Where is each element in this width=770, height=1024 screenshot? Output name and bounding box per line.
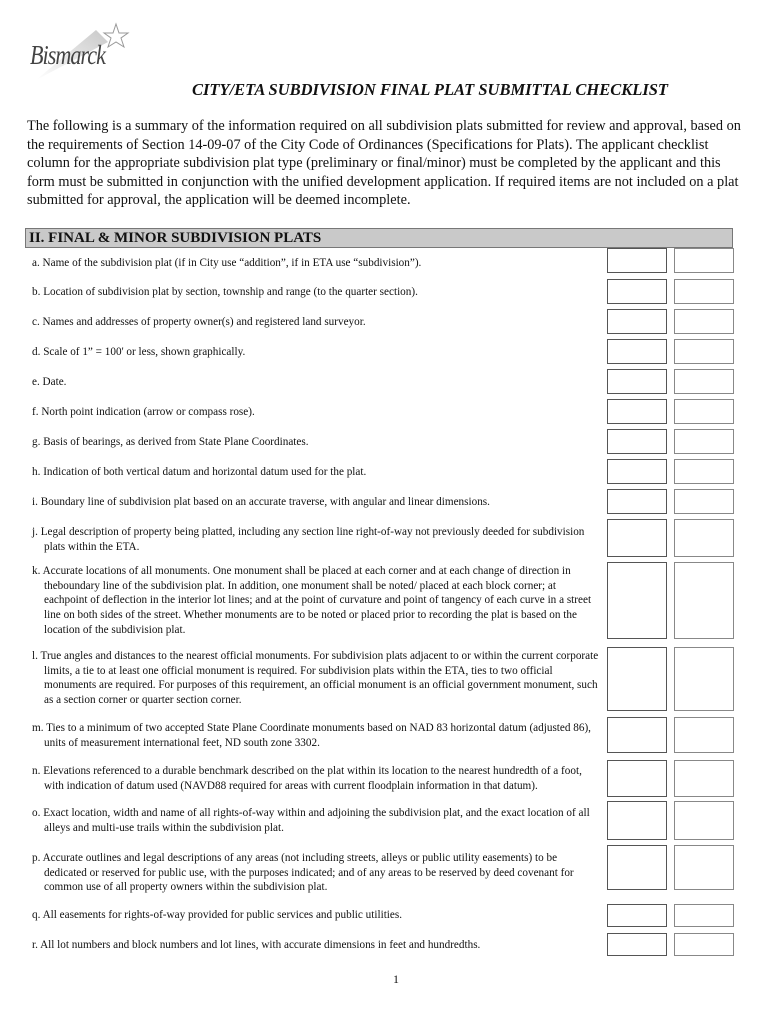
- checklist-item-text: k. Accurate locations of all monuments. One monument shall be placed at each corner and at each change of direction in theboundary line of the subdivision plat. In addition, one monument shall be noted/ placed at each block corner; at eachpoint of deflection in the interior lot lines; and at the point of curvature and point of tangency of each curve in a street line on both sides of the street. Whether monuments are to be noted or placed prior to recording the plat is based on the location of the subdivision plat.: [32, 565, 592, 636]
- checklist-item-text: o. Exact location, width and name of all rights-of-way within and adjoining the subdivision plat, and the exact location of all alleys and multi-use trails within the subdivision plat.: [32, 807, 590, 834]
- applicant-checkbox[interactable]: [607, 369, 667, 394]
- page-title: CITY/ETA SUBDIVISION FINAL PLAT SUBMITTAL CHECKLIST: [191, 80, 669, 99]
- applicant-checkbox[interactable]: [607, 647, 667, 711]
- checklist-item-text: l. True angles and distances to the nearest official monuments. For subdivision plats adjacent to or within the current corporate limits, a tie to at least one official monument is required. For subdivision plats within the ETA, ties to two official monuments are required. For purposes of this requirement, an official monument is an official government monument, such as a section corner or quarter section corner.: [32, 650, 599, 707]
- applicant-checkbox[interactable]: [607, 489, 667, 514]
- checklist-item-text: h. Indication of both vertical datum and horizontal datum used for the plat.: [32, 466, 367, 478]
- checklist-item: [32, 851, 602, 895]
- checklist-item-text: a. Name of the subdivision plat (if in City use “addition”, if in ETA use “subdivision”).: [32, 257, 422, 269]
- staff-checkbox[interactable]: [674, 279, 734, 304]
- checklist-item: [32, 564, 602, 638]
- staff-checkbox[interactable]: [674, 459, 734, 484]
- checklist-item-text: n. Elevations referenced to a durable benchmark described on the plat within its location to the nearest hundredth of a foot, with indication of datum used (NAVD88 required for areas with current floodplain information in that datum).: [32, 765, 582, 792]
- checklist-item: [32, 345, 602, 360]
- checklist-item: [32, 465, 602, 480]
- applicant-checkbox[interactable]: [607, 904, 667, 927]
- staff-checkbox[interactable]: [674, 647, 734, 711]
- checklist-item: [32, 375, 602, 390]
- staff-checkbox[interactable]: [674, 801, 734, 840]
- checklist-item-text: j. Legal description of property being platted, including any section line right-of-way not previously deeded for subdivision plats within the ETA.: [32, 526, 585, 553]
- applicant-checkbox[interactable]: [607, 248, 667, 273]
- staff-checkbox[interactable]: [674, 760, 734, 797]
- checklist-item: [32, 764, 602, 793]
- applicant-checkbox[interactable]: [607, 399, 667, 424]
- section-header: II. FINAL & MINOR SUBDIVISION PLATS: [25, 228, 733, 248]
- staff-checkbox[interactable]: [674, 519, 734, 557]
- staff-checkbox[interactable]: [674, 248, 734, 273]
- applicant-checkbox[interactable]: [607, 933, 667, 956]
- checklist-item: [32, 938, 602, 953]
- applicant-checkbox[interactable]: [607, 562, 667, 639]
- logo-text: Bismarck: [30, 40, 105, 70]
- checklist-item: [32, 649, 602, 708]
- checklist-item-text: e. Date.: [32, 376, 67, 388]
- checklist-item: [32, 256, 602, 271]
- checklist-item: [32, 435, 602, 450]
- staff-checkbox[interactable]: [674, 933, 734, 956]
- checklist-item-text: c. Names and addresses of property owner(s) and registered land surveyor.: [32, 316, 366, 328]
- applicant-checkbox[interactable]: [607, 429, 667, 454]
- applicant-checkbox[interactable]: [607, 760, 667, 797]
- checklist-item-text: q. All easements for rights-of-way provided for public services and public utilities.: [32, 909, 403, 921]
- intro-paragraph: The following is a summary of the information required on all subdivision plats submitted for review and approval, based on the requirements of Section 14-09-07 of the City Code of Ordinances (Specifications for Plats). The applicant checklist column for the appropriate subdivision plat type (preliminary or final/minor) must be completed by the applicant and this form must be submitted in conjunction with the unified development application. If required items are not included on a plat submitted for approval, the application will be deemed incomplete.: [27, 118, 741, 209]
- checklist-item-text: r. All lot numbers and block numbers and lot lines, with accurate dimensions in feet and hundredths.: [32, 939, 481, 951]
- checklist-item-text: i. Boundary line of subdivision plat based on an accurate traverse, with angular and linear dimensions.: [32, 496, 490, 508]
- checklist-item: [32, 525, 602, 554]
- staff-checkbox[interactable]: [674, 904, 734, 927]
- checklist-item: [32, 495, 602, 510]
- staff-checkbox[interactable]: [674, 339, 734, 364]
- checklist-item-text: g. Basis of bearings, as derived from State Plane Coordinates.: [32, 436, 309, 448]
- checklist-item-text: p. Accurate outlines and legal descriptions of any areas (not including streets, alleys or public utility easements) to be dedicated or reserved for public use, with the purposes indicated; and of any areas to be reserved by deed covenant for common use of all property owners within the subdivision plat.: [32, 852, 574, 894]
- applicant-checkbox[interactable]: [607, 519, 667, 557]
- applicant-checkbox[interactable]: [607, 801, 667, 840]
- staff-checkbox[interactable]: [674, 489, 734, 514]
- applicant-checkbox[interactable]: [607, 845, 667, 890]
- bismarck-logo: [26, 22, 136, 82]
- staff-checkbox[interactable]: [674, 717, 734, 753]
- checklist-item-text: d. Scale of 1” = 100' or less, shown graphically.: [32, 346, 246, 358]
- staff-checkbox[interactable]: [674, 399, 734, 424]
- staff-checkbox[interactable]: [674, 429, 734, 454]
- checklist-item-text: m. Ties to a minimum of two accepted State Plane Coordinate monuments based on NAD 83 horizontal datum (adjusted 86), units of measurement international feet, ND south zone 3302.: [32, 722, 591, 749]
- checklist-item-text: b. Location of subdivision plat by section, township and range (to the quarter section).: [32, 286, 418, 298]
- checklist-item: [32, 315, 602, 330]
- checklist-item: [32, 405, 602, 420]
- checklist-item: [32, 721, 602, 750]
- staff-checkbox[interactable]: [674, 369, 734, 394]
- checklist-item: [32, 806, 602, 835]
- checklist-item-text: f. North point indication (arrow or compass rose).: [32, 406, 255, 418]
- applicant-checkbox[interactable]: [607, 309, 667, 334]
- checklist-item: [32, 908, 602, 923]
- checklist-item: [32, 285, 602, 300]
- applicant-checkbox[interactable]: [607, 717, 667, 753]
- applicant-checkbox[interactable]: [607, 339, 667, 364]
- staff-checkbox[interactable]: [674, 845, 734, 890]
- applicant-checkbox[interactable]: [607, 459, 667, 484]
- staff-checkbox[interactable]: [674, 562, 734, 639]
- staff-checkbox[interactable]: [674, 309, 734, 334]
- page-number: 1: [393, 972, 399, 986]
- applicant-checkbox[interactable]: [607, 279, 667, 304]
